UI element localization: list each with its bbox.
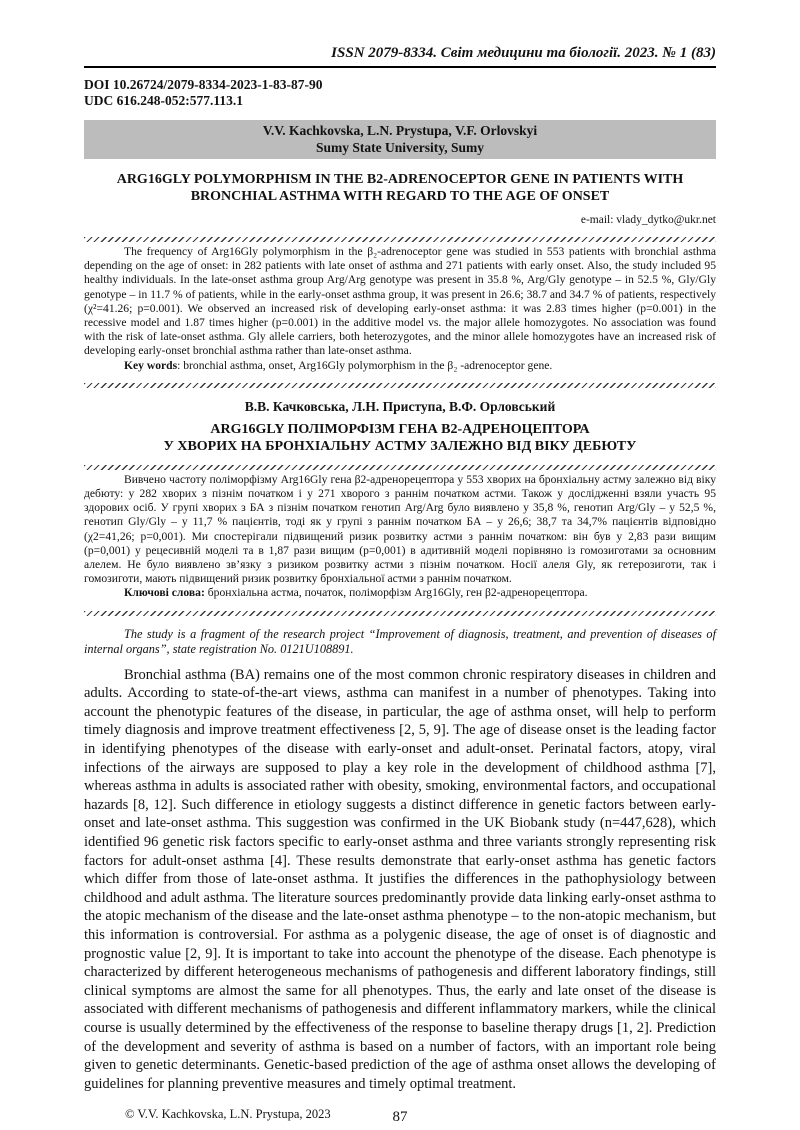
abstract-uk-keywords: [84, 586, 716, 600]
hatch-divider-bottom-uk: [84, 611, 716, 616]
copyright-line: © V.V. Kachkovska, L.N. Prystupa, 2023: [125, 1107, 331, 1122]
authors-uk: В.В. Качковська, Л.Н. Приступа, В.Ф. Орловський: [244, 398, 556, 414]
affiliation-en: Sumy State University, Sumy: [315, 140, 484, 155]
project-note: The study is a fragment of the research project “Improvement of diagnosis, treatment, and prevention of diseases of internal organs”, state registration No. 0121U108891.: [84, 626, 716, 657]
page-number: 87: [392, 1109, 408, 1126]
abstract-uk-keywords-label: Ключові слова:: [124, 586, 205, 600]
abstract-uk-keywords-text: бронхіальна астма, початок, поліморфізм Arg16Gly, ген β2-адренорецептора.: [204, 586, 588, 600]
abstract-en-body: The frequency of Arg16Gly polymorphism in the β₂-adrenoceptor gene was studied in 553 patients with bronchial asthma depending on the age of onset: in 282 patients with late onset of asthma and 271 patients with early onset. Also, the study included 95 healthy individuals. In the late-onset asthma group Arg/Arg genotype was present in 35.8 %, Arg/Gly genotype – in 52.5 %, Gly/Gly genotype – in 11.7 % of patients, while in the early-onset asthma group, it was present in 26.6; 38.7 and 34.7 % of patients, respectively (χ²=41.26; p=0.001). We observed an increased risk of developing early-onset asthma: it was 2.83 times higher (p=0.001) in the recessive model and 1.87 times higher (p=0.001) in the additive model vs. the major allele homozygotes. No association was found with the risk of late-onset asthma. Gly allele carriers, both heterozygotes, and the minor allele homozygotes have an increased risk of developing early-onset bronchial asthma rather than late-onset asthma.: [84, 245, 716, 358]
abstract-en-keywords: [84, 359, 716, 373]
hatch-divider-top-en: [84, 237, 716, 242]
abstract-uk: [84, 473, 716, 601]
issn-header-line: ISSN 2079-8334. Світ медицини та біології. 2023. № 1 (83): [84, 44, 716, 68]
udc-line: UDC 616.248-052:577.113.1: [84, 93, 243, 108]
article-title-en: [84, 171, 716, 205]
article-title-en-line1: ARG16GLY POLYMORPHISM IN THE B2-ADRENOCEPTOR GENE IN PATIENTS WITH: [116, 172, 684, 187]
abstract-en-keywords-text: : bronchial asthma, onset, Arg16Gly polymorphism in the β₂ -adrenoceptor gene.: [177, 358, 553, 372]
article-title-en-line2: BRONCHIAL ASTHMA WITH REGARD TO THE AGE OF ONSET: [190, 189, 610, 204]
authors-box: [84, 120, 716, 159]
hatch-divider-top-uk: [84, 465, 716, 470]
page-footer: [84, 1107, 716, 1129]
abstract-uk-body: Вивчено частоту поліморфізму Arg16Gly гена β2-адренорецептора у 553 хворих на бронхіальну астму залежно від віку дебюту: у 282 хворих з пізнім початком і у 271 хворого з раннім початком астми. Також у дослідженні взяли участь 95 здорових осіб. У групі хворих з БА з пізнім початком генотип Arg/Arg було виявлено у 35,8 %, генотип Arg/Gly – у 52,5 %, генотип Gly/Gly – у 11,7 % пацієнтів, тоді як у групі з раннім початком БА – у 26,6; 38,7 та 34,7% пацієнтів відповідно (χ2=41,26; p=0,001). Ми спостерігали підвищений ризик розвитку астми з раннім початком: він був у 2,83 рази вищим (р=0,001) у рецесивній моделі та в 1,87 рази вищим (р=0,001) в адитивній моделі порівняно із гомозиготами за основним алелем. Не було виявлено зв’язку з ризиком розвитку астми з пізнім початком. Носії алеля Gly, як гетерозиготи, так і гомозиготи, мають підвищений ризик розвитку бронхіальної астми з раннім початком.: [84, 472, 716, 586]
authors-en: V.V. Kachkovska, L.N. Prystupa, V.F. Orlovskyi: [262, 123, 538, 138]
hatch-divider-bottom-en: [84, 383, 716, 388]
article-title-uk-line2: У ХВОРИХ НА БРОНХІАЛЬНУ АСТМУ ЗАЛЕЖНО ВІД ВІКУ ДЕБЮТУ: [163, 438, 637, 454]
doi-line: DOI 10.26724/2079-8334-2023-1-83-87-90: [84, 77, 323, 92]
email-line: e-mail: vlady_dytko@ukr.net: [580, 214, 716, 226]
body-paragraph: Bronchial asthma (BA) remains one of the most common chronic respiratory diseases in children and adults. According to state-of-the-art views, asthma can manifest in a number of phenotypes. Taking into account the phenotypic features of the disease, in particular, the age of asthma onset, will help to perform timely diagnosis and improve treatment effectiveness [2, 5, 9]. The age of disease onset is the leading factor in identifying phenotypes of the disease with early-onset and adult-onset. Perinatal factors, atopy, viral infections of the airways are supposed to play a key role in the development of childhood asthma [7], whereas asthma in adults is associated rather with obesity, smoking, environmental factors, and occupational hazards [8, 12]. Such difference in etiology suggests a distinct difference in genetic factors between early-onset and late-onset asthma. This suggestion was confirmed in the UK Biobank study (n=447,628), which identified 96 genetic risk factors specific to early-onset asthma and three variants strongly representing risk factors for adult-onset asthma [4]. These results demonstrate that early-onset asthma has genetic factors which differ from those of late-onset asthma. It justifies the differences in the pathophysiology between childhood and adult asthma. The literature sources predominantly provide data linking early-onset asthma to the atopic mechanism of the disease and the late-onset asthma phenotype – to the non-atopic mechanism, but this information is controversial. For asthma as a polygenic disease, the age of onset is of diagnostic and prognostic value [2, 9]. It is important to take into account the phenotype of the disease. Each phenotype is characterized by different heterogeneous mechanisms of pathogenesis and different laboratory findings, still clinical symptoms are almost the same for all phenotypes. Thus, the early and late onset of the disease is associated with different mechanisms of pathogenesis and different inflammatory markers, while the clinical course is usually determined by the effectiveness of the response to baseline therapy drugs [1, 2]. Prediction of the development and severity of asthma is based on a number of factors, with an important role being given to genetic determinants. Genetic-based prediction of the age of asthma onset allows the developing of guidelines for planning preventive measures and timely optimal treatment.: [84, 666, 716, 1092]
article-title-uk-line1: ARG16GLY ПОЛІМОРФІЗМ ГЕНА В2-АДРЕНОЦЕПТОРА: [210, 421, 590, 437]
abstract-en: [84, 245, 716, 373]
article-title-uk: [84, 421, 716, 455]
abstract-en-keywords-label: Key words: [124, 358, 178, 372]
